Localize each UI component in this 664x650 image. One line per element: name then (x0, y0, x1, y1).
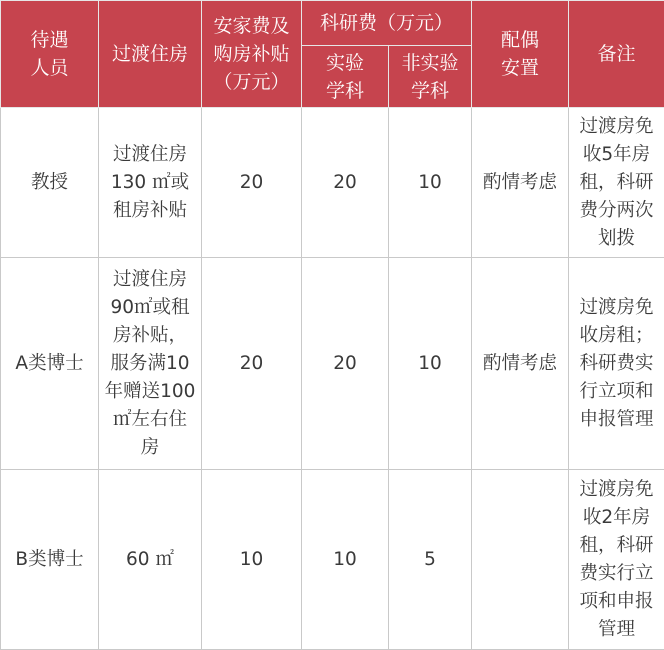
header-transitional-housing: 过渡住房 (99, 1, 202, 108)
header-settlement-allowance: 安家费及 购房补贴 （万元） (202, 1, 302, 108)
table-row (1, 470, 664, 650)
cell-remarks: 过渡房免 收2年房 租，科研 费实行立 项和申报 管理 (569, 470, 664, 650)
cell-non-experimental: 5 (389, 470, 472, 650)
cell-recipient: 教授 (1, 108, 99, 258)
cell-experimental: 20 (302, 258, 389, 470)
cell-housing: 过渡住房 90㎡或租 房补贴， 服务满10 年赠送100 ㎡左右住 房 (99, 258, 202, 470)
header-recipient: 待遇 人员 (1, 1, 99, 108)
cell-recipient: B类博士 (1, 470, 99, 650)
header-research-funds: 科研费（万元） (302, 1, 472, 46)
header-spouse-placement: 配偶 安置 (472, 1, 569, 108)
cell-remarks: 过渡房免 收房租； 科研费实 行立项和 申报管理 (569, 258, 664, 470)
cell-spouse: 酌情考虑 (472, 108, 569, 258)
cell-recipient: A类博士 (1, 258, 99, 470)
cell-spouse (472, 470, 569, 650)
cell-housing: 过渡住房 130 ㎡或 租房补贴 (99, 108, 202, 258)
cell-non-experimental: 10 (389, 258, 472, 470)
cell-allowance: 20 (202, 258, 302, 470)
cell-spouse: 酌情考虑 (472, 258, 569, 470)
header-non-experimental: 非实验 学科 (389, 46, 472, 108)
table-row (1, 258, 664, 470)
header-remarks: 备注 (569, 1, 664, 108)
cell-housing: 60 ㎡ (99, 470, 202, 650)
table-row (1, 108, 664, 258)
cell-experimental: 10 (302, 470, 389, 650)
header-row-1 (1, 1, 664, 46)
header-experimental: 实验 学科 (302, 46, 389, 108)
cell-experimental: 20 (302, 108, 389, 258)
cell-allowance: 10 (202, 470, 302, 650)
cell-non-experimental: 10 (389, 108, 472, 258)
cell-remarks: 过渡房免 收5年房 租，科研 费分两次 划拨 (569, 108, 664, 258)
cell-allowance: 20 (202, 108, 302, 258)
